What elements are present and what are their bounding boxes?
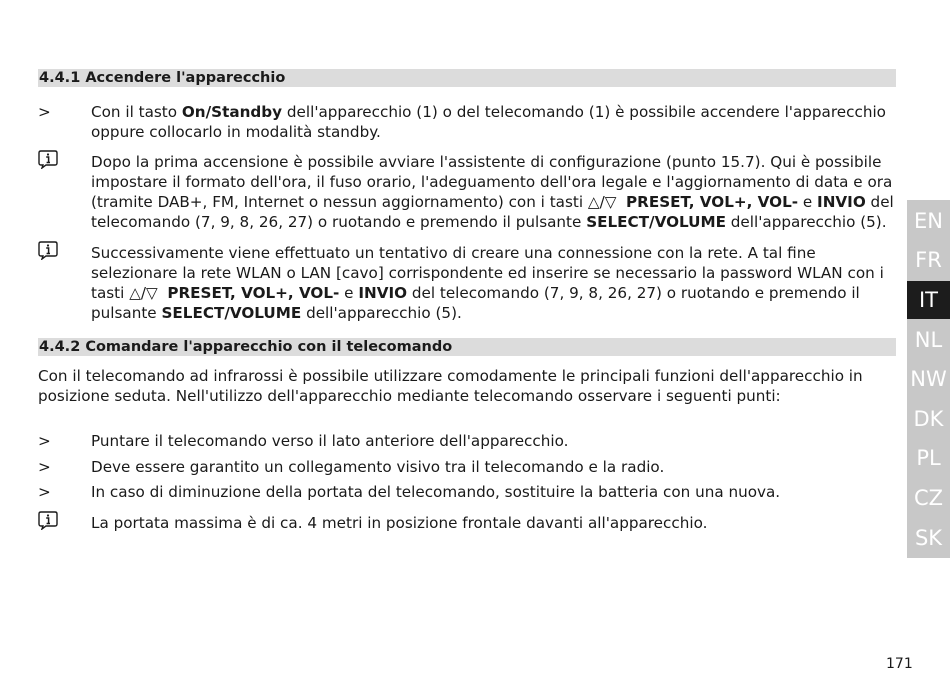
text-span: del telecomando (7, 9, 8, 26, 27) o ruotando e premendo il: [407, 284, 860, 302]
section-heading-telecomando: 4.4.2 Comandare l'apparecchio con il telecomando: [38, 338, 896, 356]
text-line: Successivamente viene effettuato un tentativo di creare una connessione con la rete. A tal fine: [91, 244, 816, 262]
text-line: Dopo la prima accensione è possibile avviare l'assistente di configurazione (punto 15.7). Qui è possibile: [91, 153, 882, 171]
text-line: posizione seduta. Nell'utilizzo dell'apparecchio mediante telecomando osservare i seguenti punti:: [38, 387, 781, 405]
language-tab-sk[interactable]: SK: [914, 526, 943, 550]
text-line: selezionare la rete WLAN o LAN [cavo] corrispondente ed inserire se necessario la password WLAN con i: [91, 264, 884, 282]
language-tab-en[interactable]: EN: [914, 209, 943, 233]
list-item-text: In caso di diminuzione della portata del telecomando, sostituire la batteria con una nuova.: [91, 483, 781, 501]
list-item-text: Deve essere garantito un collegamento visivo tra il telecomando e la radio.: [91, 458, 665, 476]
page-number: 171: [886, 656, 913, 672]
text-span: pulsante: [91, 304, 162, 322]
section-heading-accendere: 4.4.1 Accendere l'apparecchio: [38, 69, 896, 87]
key-name: PRESET, VOL+, VOL-: [626, 193, 799, 211]
info-icon: [38, 149, 58, 169]
language-tab-it[interactable]: IT: [907, 281, 950, 319]
text-span: e: [339, 284, 359, 302]
text-span: dell'apparecchio (1) o del telecomando (1) è possibile accendere l'apparecchio: [282, 103, 886, 121]
text-span: e: [798, 193, 818, 211]
text-line: Con il telecomando ad infrarossi è possibile utilizzare comodamente le principali funzioni dell'apparecchio in: [38, 367, 863, 385]
key-name: PRESET, VOL+, VOL-: [167, 284, 340, 302]
text-span: tasti: [91, 284, 130, 302]
text-span: Con il tasto: [91, 103, 182, 121]
text-span: dell'apparecchio (5).: [725, 213, 887, 231]
list-item-text: Puntare il telecomando verso il lato anteriore dell'apparecchio.: [91, 432, 569, 450]
key-name: SELECT/VOLUME: [586, 213, 726, 231]
key-name: On/Standby: [181, 103, 283, 121]
key-name: SELECT/VOLUME: [161, 304, 302, 322]
language-tabs: [907, 200, 950, 558]
text-span: dell'apparecchio (5).: [301, 304, 462, 322]
key-name: INVIO: [358, 284, 408, 302]
language-tab-dk[interactable]: DK: [913, 407, 944, 431]
bullet-marker: >: [38, 103, 51, 121]
bullet-marker: >: [38, 458, 51, 476]
intro-paragraph: [38, 366, 898, 406]
text-span: telecomando (7, 9, 8, 26, 27) o ruotando e premendo il pulsante: [91, 213, 587, 231]
key-name: INVIO: [817, 193, 866, 211]
language-tab-pl[interactable]: PL: [916, 446, 941, 470]
text-line: oppure collocarlo in modalità standby.: [91, 123, 381, 141]
bullet-marker: >: [38, 432, 51, 450]
info-text: [91, 152, 898, 232]
list-item-text: [91, 102, 898, 142]
text-line: impostare il formato dell'ora, il fuso orario, l'adeguamento dell'ora legale e l'aggiornamento di data e ora: [91, 173, 893, 191]
language-tab-nw[interactable]: NW: [910, 367, 947, 391]
arrow-keys-symbol: △/▽: [129, 284, 158, 302]
arrow-keys-symbol: △/▽: [587, 193, 617, 211]
language-tab-fr[interactable]: FR: [915, 248, 942, 272]
info-text: La portata massima è di ca. 4 metri in posizione frontale davanti all'apparecchio.: [91, 514, 708, 532]
bullet-marker: >: [38, 483, 51, 501]
info-icon: [38, 240, 58, 260]
info-icon: [38, 510, 58, 530]
language-tab-cz[interactable]: CZ: [913, 486, 944, 510]
text-span: del: [865, 193, 894, 211]
language-tab-nl[interactable]: NL: [914, 328, 943, 352]
info-text: [91, 243, 898, 323]
text-span: (tramite DAB+, FM, Internet o nessun aggiornamento) con i tasti: [91, 193, 588, 211]
